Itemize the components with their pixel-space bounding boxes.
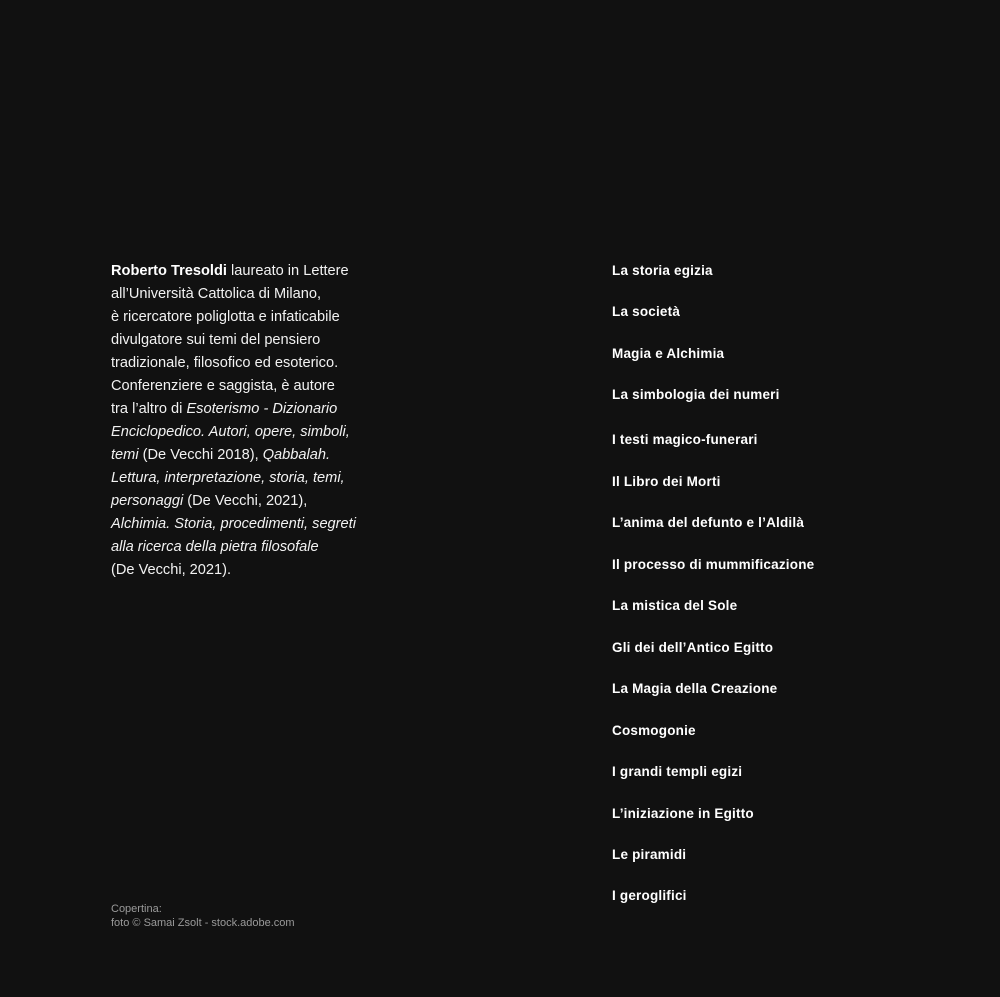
author-name: Roberto Tresoldi xyxy=(111,263,227,279)
bio-line xyxy=(111,444,401,467)
toc-item: L’iniziazione in Egitto xyxy=(612,806,754,821)
toc-item: La simbologia dei numeri xyxy=(612,387,780,402)
book-title: personaggi xyxy=(111,493,184,509)
toc-item: La Magia della Creazione xyxy=(612,681,778,696)
bio-line xyxy=(111,260,401,283)
bio-line: all’Università Cattolica di Milano, xyxy=(111,286,322,302)
credits-label: Copertina: xyxy=(111,903,162,915)
toc-item: Il processo di mummificazione xyxy=(612,557,815,572)
bio-line xyxy=(111,536,401,559)
book-title: Qabbalah. xyxy=(262,447,331,463)
book-title: Enciclopedico. Autori, opere, simboli, xyxy=(111,424,350,440)
author-bio xyxy=(111,260,401,582)
toc-item: L’anima del defunto e l’Aldilà xyxy=(612,515,805,530)
toc-item: La mistica del Sole xyxy=(612,598,738,613)
bio-line: tradizionale, filosofico ed esoterico. xyxy=(111,355,339,371)
book-title: Lettura, interpretazione, storia, temi, xyxy=(111,470,345,486)
bio-text: (De Vecchi 2018), xyxy=(138,447,263,463)
book-title: alla ricerca della pietra filosofale xyxy=(111,539,319,555)
toc-item: Gli dei dell’Antico Egitto xyxy=(612,640,774,655)
bio-line: è ricercatore poliglotta e infaticabile xyxy=(111,309,340,325)
toc-item: Il Libro dei Morti xyxy=(612,474,721,489)
bio-line: divulgatore sui temi del pensiero xyxy=(111,332,321,348)
toc-item: Cosmogonie xyxy=(612,723,696,738)
toc-item: La società xyxy=(612,304,681,319)
cover-credits xyxy=(111,902,295,930)
toc-item: I geroglifici xyxy=(612,888,687,903)
bio-line xyxy=(111,513,401,536)
bio-line xyxy=(111,490,401,513)
book-title: Esoterismo - Dizionario xyxy=(186,401,338,417)
photo-credit: foto © Samai Zsolt - stock.adobe.com xyxy=(111,917,295,929)
bio-line: (De Vecchi, 2021). xyxy=(111,562,232,578)
bio-line xyxy=(111,467,401,490)
bio-line xyxy=(111,398,401,421)
bio-text: tra l’altro di xyxy=(111,401,187,417)
toc-item: I testi magico-funerari xyxy=(612,432,758,447)
book-title: Alchimia. Storia, procedimenti, segreti xyxy=(111,516,356,532)
toc-item: Le piramidi xyxy=(612,847,687,862)
bio-text: laureato in Lettere xyxy=(226,263,349,279)
bio-line: Conferenziere e saggista, è autore xyxy=(111,378,335,394)
bio-text: (De Vecchi, 2021), xyxy=(183,493,308,509)
toc-item: I grandi templi egizi xyxy=(612,764,743,779)
toc-item: Magia e Alchimia xyxy=(612,346,725,361)
book-title: temi xyxy=(111,447,139,463)
toc-item: La storia egizia xyxy=(612,263,713,278)
bio-line xyxy=(111,421,401,444)
